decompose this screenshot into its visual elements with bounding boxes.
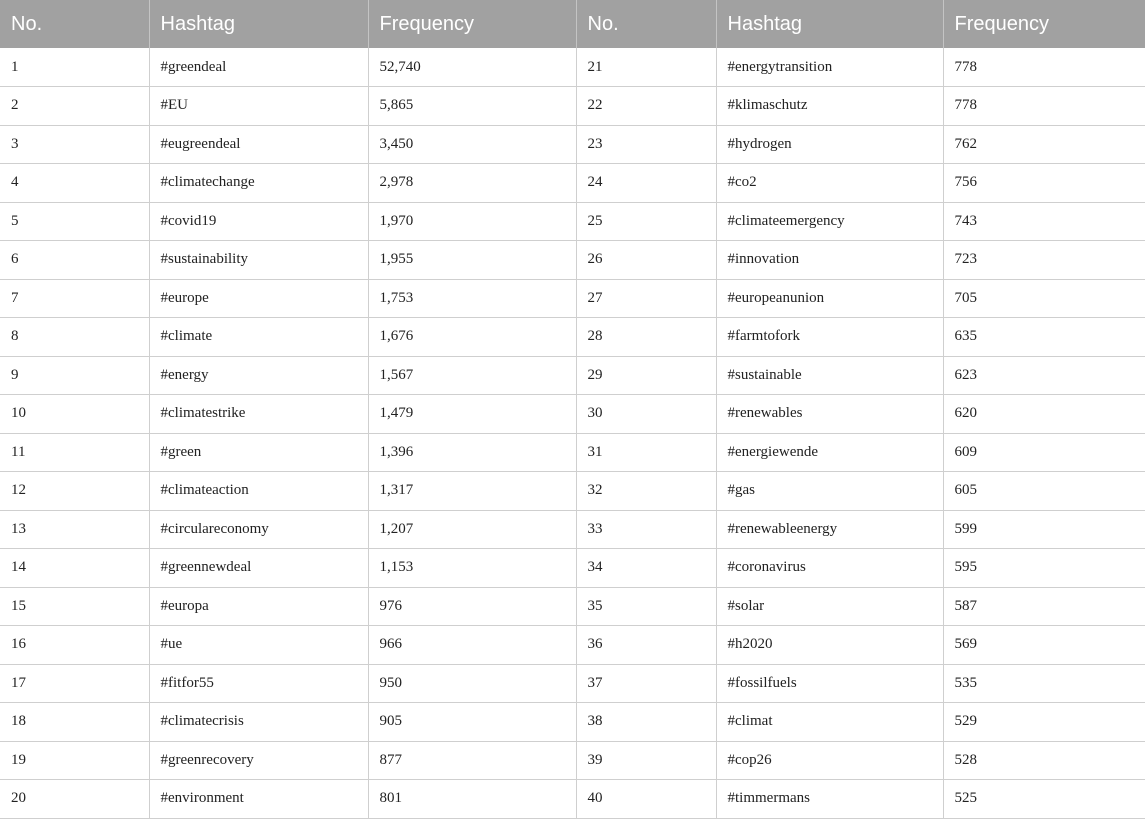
table-row bbox=[0, 164, 1145, 203]
hashtag-cell: #co2 bbox=[716, 164, 943, 203]
rank-cell: 15 bbox=[0, 587, 149, 626]
hashtag-cell: #sustainability bbox=[149, 241, 368, 280]
hashtag-cell: #solar bbox=[716, 587, 943, 626]
table-row bbox=[0, 549, 1145, 588]
header-row bbox=[0, 0, 1145, 48]
table-row bbox=[0, 202, 1145, 241]
frequency-cell: 950 bbox=[368, 664, 576, 703]
frequency-cell: 905 bbox=[368, 703, 576, 742]
rank-cell: 7 bbox=[0, 279, 149, 318]
table-row bbox=[0, 703, 1145, 742]
hashtag-cell: #covid19 bbox=[149, 202, 368, 241]
frequency-cell: 1,396 bbox=[368, 433, 576, 472]
hashtag-cell: #fitfor55 bbox=[149, 664, 368, 703]
frequency-cell: 778 bbox=[943, 48, 1145, 87]
rank-cell: 27 bbox=[576, 279, 716, 318]
table-row bbox=[0, 510, 1145, 549]
hashtag-cell: #ue bbox=[149, 626, 368, 665]
table-row bbox=[0, 241, 1145, 280]
header-no-right: No. bbox=[576, 0, 716, 48]
frequency-cell: 1,153 bbox=[368, 549, 576, 588]
frequency-cell: 743 bbox=[943, 202, 1145, 241]
hashtag-cell: #climat bbox=[716, 703, 943, 742]
rank-cell: 1 bbox=[0, 48, 149, 87]
table-row bbox=[0, 318, 1145, 357]
table-row bbox=[0, 279, 1145, 318]
rank-cell: 33 bbox=[576, 510, 716, 549]
table-body bbox=[0, 48, 1145, 818]
hashtag-cell: #climateemergency bbox=[716, 202, 943, 241]
frequency-cell: 1,479 bbox=[368, 395, 576, 434]
frequency-cell: 599 bbox=[943, 510, 1145, 549]
rank-cell: 37 bbox=[576, 664, 716, 703]
rank-cell: 28 bbox=[576, 318, 716, 357]
rank-cell: 12 bbox=[0, 472, 149, 511]
table-row bbox=[0, 356, 1145, 395]
hashtag-cell: #h2020 bbox=[716, 626, 943, 665]
frequency-cell: 1,207 bbox=[368, 510, 576, 549]
hashtag-cell: #EU bbox=[149, 87, 368, 126]
header-frequency-right: Frequency bbox=[954, 12, 1049, 35]
hashtag-cell: #eugreendeal bbox=[149, 125, 368, 164]
rank-cell: 16 bbox=[0, 626, 149, 665]
frequency-cell: 756 bbox=[943, 164, 1145, 203]
hashtag-cell: #environment bbox=[149, 780, 368, 819]
frequency-cell: 529 bbox=[943, 703, 1145, 742]
frequency-cell: 525 bbox=[943, 780, 1145, 819]
frequency-cell: 528 bbox=[943, 741, 1145, 780]
frequency-cell: 623 bbox=[943, 356, 1145, 395]
frequency-cell: 966 bbox=[368, 626, 576, 665]
rank-cell: 9 bbox=[0, 356, 149, 395]
frequency-cell: 1,317 bbox=[368, 472, 576, 511]
table-row bbox=[0, 433, 1145, 472]
hashtag-cell: #innovation bbox=[716, 241, 943, 280]
table-row bbox=[0, 48, 1145, 87]
table-row bbox=[0, 587, 1145, 626]
hashtag-cell: #climatestrike bbox=[149, 395, 368, 434]
rank-cell: 2 bbox=[0, 87, 149, 126]
hashtag-cell: #energiewende bbox=[716, 433, 943, 472]
hashtag-cell: #energytransition bbox=[716, 48, 943, 87]
frequency-cell: 620 bbox=[943, 395, 1145, 434]
hashtag-cell: #europa bbox=[149, 587, 368, 626]
rank-cell: 18 bbox=[0, 703, 149, 742]
rank-cell: 24 bbox=[576, 164, 716, 203]
frequency-cell: 635 bbox=[943, 318, 1145, 357]
hashtag-cell: #cop26 bbox=[716, 741, 943, 780]
rank-cell: 36 bbox=[576, 626, 716, 665]
rank-cell: 19 bbox=[0, 741, 149, 780]
rank-cell: 13 bbox=[0, 510, 149, 549]
frequency-cell: 705 bbox=[943, 279, 1145, 318]
frequency-cell: 723 bbox=[943, 241, 1145, 280]
rank-cell: 29 bbox=[576, 356, 716, 395]
table-row bbox=[0, 395, 1145, 434]
rank-cell: 32 bbox=[576, 472, 716, 511]
frequency-cell: 609 bbox=[943, 433, 1145, 472]
frequency-cell: 569 bbox=[943, 626, 1145, 665]
rank-cell: 39 bbox=[576, 741, 716, 780]
hashtag-cell: #climateaction bbox=[149, 472, 368, 511]
rank-cell: 21 bbox=[576, 48, 716, 87]
rank-cell: 40 bbox=[576, 780, 716, 819]
rank-cell: 14 bbox=[0, 549, 149, 588]
hashtag-cell: #sustainable bbox=[716, 356, 943, 395]
table-row bbox=[0, 780, 1145, 819]
rank-cell: 22 bbox=[576, 87, 716, 126]
hashtag-cell: #europe bbox=[149, 279, 368, 318]
frequency-cell: 52,740 bbox=[368, 48, 576, 87]
table-row bbox=[0, 472, 1145, 511]
header-frequency-left: Frequency bbox=[368, 0, 576, 48]
rank-cell: 17 bbox=[0, 664, 149, 703]
hashtag-cell: #greenrecovery bbox=[149, 741, 368, 780]
frequency-cell: 5,865 bbox=[368, 87, 576, 126]
rank-cell: 25 bbox=[576, 202, 716, 241]
hashtag-cell: #gas bbox=[716, 472, 943, 511]
hashtag-cell: #klimaschutz bbox=[716, 87, 943, 126]
frequency-cell: 1,753 bbox=[368, 279, 576, 318]
header-hashtag-right: Hashtag bbox=[716, 0, 943, 48]
table-row bbox=[0, 125, 1145, 164]
frequency-cell: 605 bbox=[943, 472, 1145, 511]
rank-cell: 6 bbox=[0, 241, 149, 280]
hashtag-cell: #fossilfuels bbox=[716, 664, 943, 703]
hashtag-cell: #renewables bbox=[716, 395, 943, 434]
frequency-cell: 595 bbox=[943, 549, 1145, 588]
hashtag-cell: #hydrogen bbox=[716, 125, 943, 164]
hashtag-cell: #farmtofork bbox=[716, 318, 943, 357]
rank-cell: 11 bbox=[0, 433, 149, 472]
rank-cell: 10 bbox=[0, 395, 149, 434]
hashtag-cell: #climatechange bbox=[149, 164, 368, 203]
hashtag-cell: #climate bbox=[149, 318, 368, 357]
hashtag-cell: #timmermans bbox=[716, 780, 943, 819]
header-hashtag-left: Hashtag bbox=[149, 0, 368, 48]
rank-cell: 23 bbox=[576, 125, 716, 164]
rank-cell: 8 bbox=[0, 318, 149, 357]
frequency-cell: 2,978 bbox=[368, 164, 576, 203]
rank-cell: 31 bbox=[576, 433, 716, 472]
hashtag-cell: #energy bbox=[149, 356, 368, 395]
rank-cell: 5 bbox=[0, 202, 149, 241]
frequency-cell: 778 bbox=[943, 87, 1145, 126]
frequency-cell: 3,450 bbox=[368, 125, 576, 164]
table-header bbox=[0, 0, 1145, 48]
rank-cell: 38 bbox=[576, 703, 716, 742]
table-row bbox=[0, 664, 1145, 703]
hashtag-cell: #greendeal bbox=[149, 48, 368, 87]
table-row bbox=[0, 741, 1145, 780]
frequency-cell: 535 bbox=[943, 664, 1145, 703]
frequency-cell: 762 bbox=[943, 125, 1145, 164]
frequency-cell: 1,676 bbox=[368, 318, 576, 357]
rank-cell: 35 bbox=[576, 587, 716, 626]
hashtag-cell: #green bbox=[149, 433, 368, 472]
frequency-cell: 587 bbox=[943, 587, 1145, 626]
rank-cell: 30 bbox=[576, 395, 716, 434]
frequency-cell: 1,955 bbox=[368, 241, 576, 280]
hashtag-cell: #circulareconomy bbox=[149, 510, 368, 549]
frequency-cell: 1,567 bbox=[368, 356, 576, 395]
rank-cell: 4 bbox=[0, 164, 149, 203]
table-row bbox=[0, 87, 1145, 126]
frequency-cell: 1,970 bbox=[368, 202, 576, 241]
frequency-cell: 976 bbox=[368, 587, 576, 626]
frequency-cell: 801 bbox=[368, 780, 576, 819]
hashtag-cell: #coronavirus bbox=[716, 549, 943, 588]
hashtag-cell: #europeanunion bbox=[716, 279, 943, 318]
hashtag-cell: #greennewdeal bbox=[149, 549, 368, 588]
table-row bbox=[0, 626, 1145, 665]
rank-cell: 34 bbox=[576, 549, 716, 588]
rank-cell: 26 bbox=[576, 241, 716, 280]
rank-cell: 20 bbox=[0, 780, 149, 819]
hashtag-cell: #climatecrisis bbox=[149, 703, 368, 742]
frequency-cell: 877 bbox=[368, 741, 576, 780]
rank-cell: 3 bbox=[0, 125, 149, 164]
header-no-left: No. bbox=[0, 0, 149, 48]
hashtag-cell: #renewableenergy bbox=[716, 510, 943, 549]
